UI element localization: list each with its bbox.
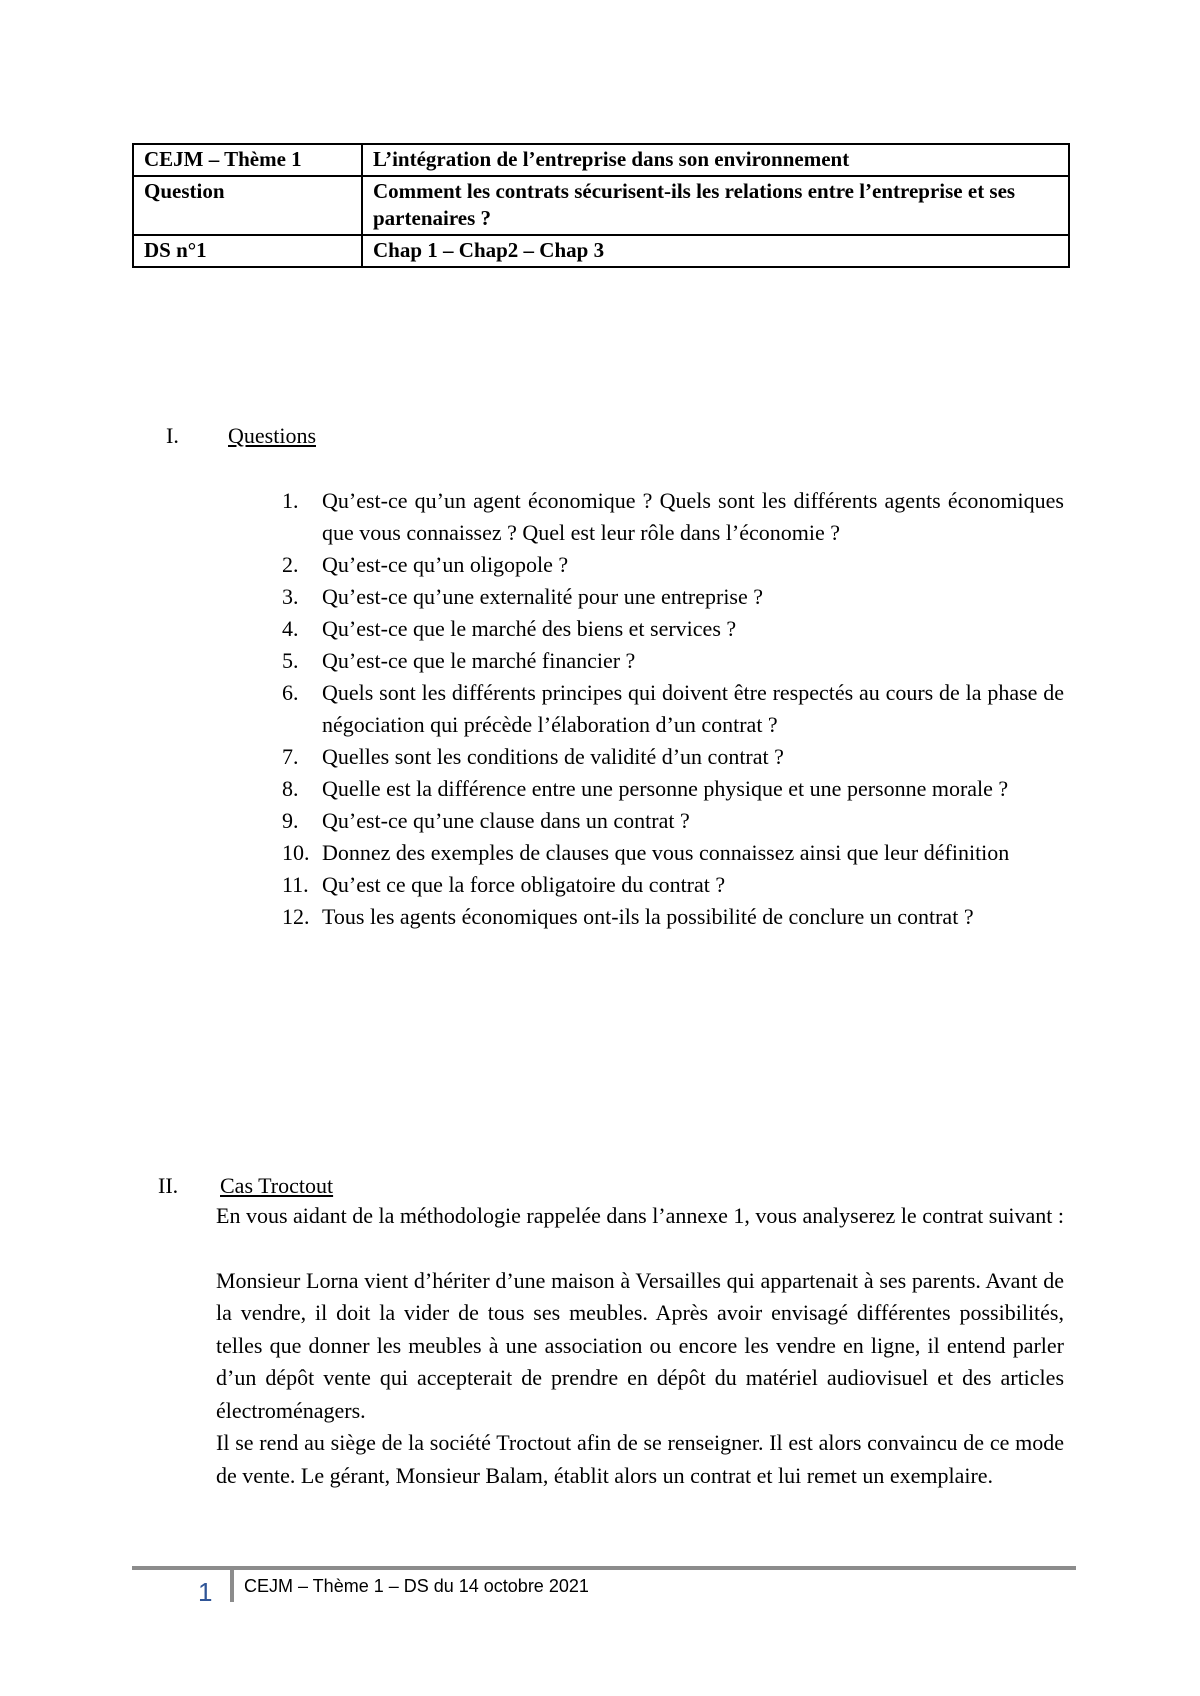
question-item — [282, 613, 1064, 645]
question-number: 12. — [282, 904, 310, 929]
question-number: 1. — [282, 488, 299, 513]
section-title: Questions — [228, 423, 316, 448]
question-text: Qu’est-ce qu’une clause dans un contrat ? — [322, 808, 690, 833]
question-text: Qu’est-ce qu’une externalité pour une entreprise ? — [322, 584, 764, 609]
case-body — [216, 1200, 1064, 1492]
question-item — [282, 485, 1064, 549]
question-number: 6. — [282, 680, 299, 705]
header-cell-value: Chap 1 – Chap2 – Chap 3 — [362, 235, 1069, 267]
question-text: Quels sont les différents principes qui doivent être respectés au cours de la phase de négociation qui précède l’élaboration d’un contrat ? — [322, 680, 1064, 737]
header-row — [133, 144, 1069, 176]
question-number: 7. — [282, 744, 299, 769]
question-item — [282, 805, 1064, 837]
footer-text: CEJM – Thème 1 – DS du 14 octobre 2021 — [244, 1576, 589, 1596]
question-number: 9. — [282, 808, 299, 833]
header-table — [132, 143, 1070, 268]
case-paragraph: Il se rend au siège de la société Troctout afin de se renseigner. Il est alors convaincu de ce mode de vente. Le gérant, Monsieur Balam, établit alors un contrat et lui remet un exemplaire. — [216, 1430, 1064, 1488]
question-text: Qu’est-ce qu’un oligopole ? — [322, 552, 569, 577]
question-text: Quelles sont les conditions de validité d’un contrat ? — [322, 744, 784, 769]
question-text: Quelle est la différence entre une personne physique et une personne morale ? — [322, 776, 1009, 801]
page-number: 1 — [198, 1577, 213, 1607]
question-text: Qu’est-ce qu’un agent économique ? Quels sont les différents agents économiques que vous connaissez ? Quel est leur rôle dans l’économie ? — [322, 488, 1064, 545]
question-text: Qu’est-ce que le marché des biens et services ? — [322, 616, 737, 641]
footer-divider — [230, 1570, 234, 1602]
question-item — [282, 677, 1064, 741]
question-number: 10. — [282, 840, 310, 865]
question-item — [282, 645, 1064, 677]
question-item — [282, 741, 1064, 773]
question-item — [282, 773, 1064, 805]
header-cell-label: CEJM – Thème 1 — [133, 144, 362, 176]
footer-rule — [132, 1566, 1076, 1570]
question-item — [282, 581, 1064, 613]
section-number: II. — [158, 1173, 179, 1198]
question-number: 5. — [282, 648, 299, 673]
question-number: 8. — [282, 776, 299, 801]
question-item — [282, 837, 1064, 869]
section-number: I. — [166, 423, 179, 448]
question-number: 4. — [282, 616, 299, 641]
question-item — [282, 869, 1064, 901]
questions-list — [282, 485, 1064, 933]
question-item — [282, 549, 1064, 581]
question-item — [282, 901, 1064, 933]
question-number: 2. — [282, 552, 299, 577]
question-text: Donnez des exemples de clauses que vous connaissez ainsi que leur définition — [322, 840, 1010, 865]
header-row — [133, 176, 1069, 235]
case-intro: En vous aidant de la méthodologie rappelée dans l’annexe 1, vous analyserez le contrat suivant : — [216, 1203, 1064, 1228]
question-text: Qu’est ce que la force obligatoire du contrat ? — [322, 872, 726, 897]
header-row — [133, 235, 1069, 267]
case-paragraph: Monsieur Lorna vient d’hériter d’une maison à Versailles qui appartenait à ses parents. Avant de la vendre, il doit la vider de tous ses meubles. Après avoir envisagé différentes possibilités, telles que donner les meubles à une association ou encore les vendre en ligne, il entend parler d’un dépôt vente qui accepterait de prendre en dépôt du matériel audiovisuel et des articles électroménagers. — [216, 1267, 1064, 1423]
section-title: Cas Troctout — [220, 1173, 334, 1198]
header-cell-value: L’intégration de l’entreprise dans son environnement — [362, 144, 1069, 176]
question-text: Tous les agents économiques ont-ils la possibilité de conclure un contrat ? — [322, 904, 974, 929]
question-text: Qu’est-ce que le marché financier ? — [322, 648, 636, 673]
header-cell-label: Question — [133, 176, 362, 235]
question-number: 11. — [282, 872, 309, 897]
header-cell-label: DS n°1 — [133, 235, 362, 267]
question-number: 3. — [282, 584, 299, 609]
header-cell-value: Comment les contrats sécurisent-ils les relations entre l’entreprise et ses partenaires ? — [362, 176, 1069, 235]
